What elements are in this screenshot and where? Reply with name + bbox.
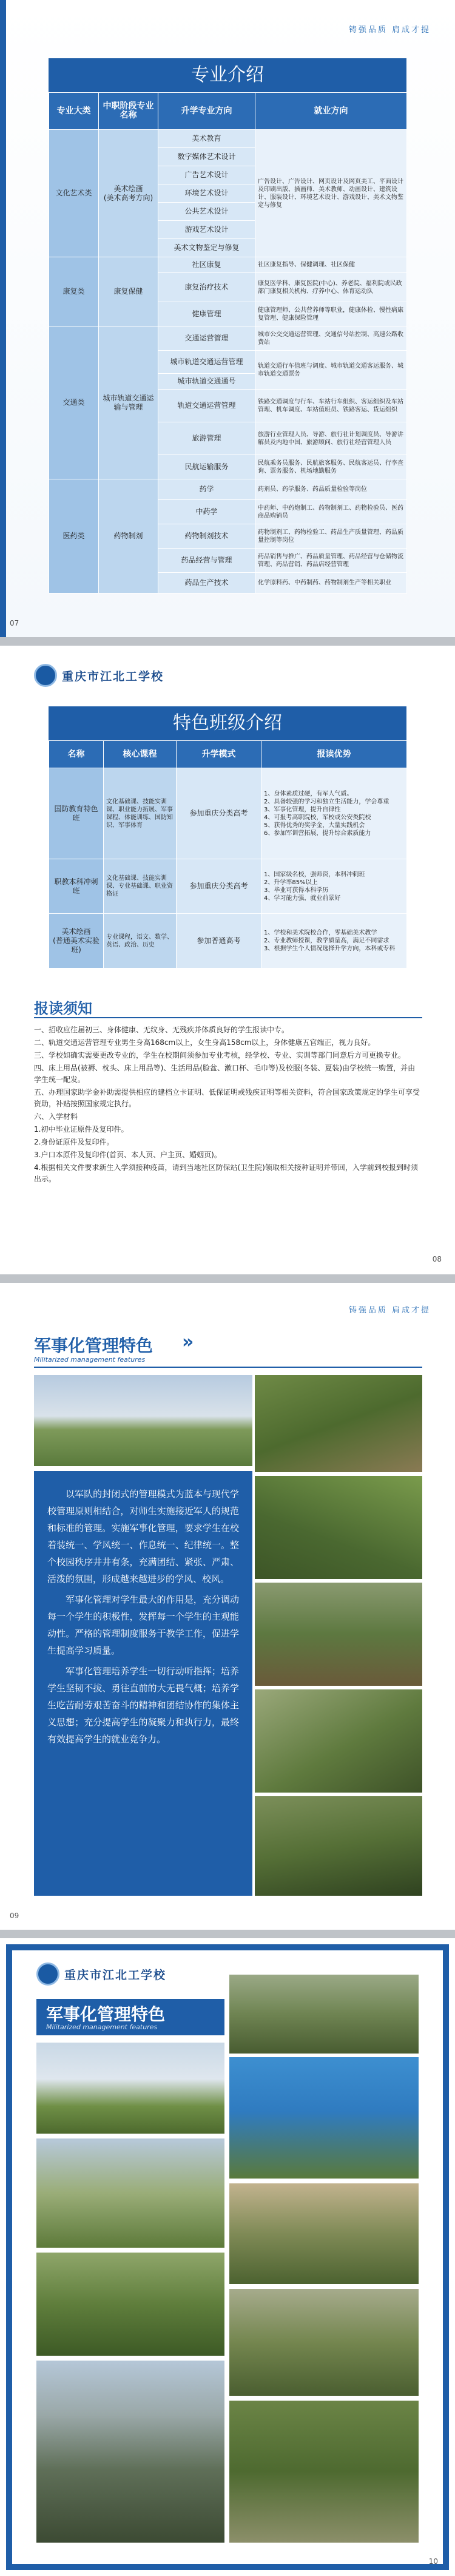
employment-cell: 轨道交通行车值班与调度、城市轨道交通客运服务、城市轨道交通票务 [255, 351, 407, 390]
page-gap [0, 1274, 455, 1283]
training-photo [36, 2361, 224, 2543]
description-paragraph: 以军队的封闭式的管理模式为蓝本与现代学校管理原则相结合，对师生实施接近军人的规范和标准的管理。实施军事化管理，要求学生在校着装统一、学风统一、作息统一、纪律统一。整个校园秩序井井有条，充满团结、紧张、严肃、活泼的氛围，形成越来越进步的学风、校风。 [47, 1489, 239, 1584]
training-photo [229, 1975, 419, 2054]
page-gap [0, 1930, 455, 1938]
description-paragraph: 军事化管理培养学生一切行动听指挥；培养学生坚韧不拔、勇往直前的大无畏气概；培养学生吃苦耐劳艰苦奋斗的精神和团结协作的集体主义思想；充分提高学生的凝聚力和执行力，最终有效提高学生的就业竞争力。 [47, 1666, 239, 1745]
page-special-classes [0, 646, 455, 1274]
notice-item: 2.身份证原件及复印件。 [34, 1138, 114, 1146]
direction-cell: 交通运营管理 [158, 326, 255, 351]
motto-text: 铸强品质 肩成才提 [348, 1306, 431, 1315]
page-military-management-2 [0, 1938, 455, 2576]
training-photo [36, 2043, 224, 2134]
special-class-table [49, 740, 407, 969]
employment-cell: 康复医学科、康复医院(中心)、养老院、福利院或民政部门康复相关机构、疗养中心、体育运动队 [255, 273, 407, 302]
school-name: 重庆市江北工学校 [62, 669, 164, 683]
class-name-cell: 职教本科冲刺班 [49, 859, 104, 914]
major-cell: 城市轨道交通运输与管理 [99, 326, 158, 479]
section-subtitle: Militarized management features [46, 2023, 158, 2031]
description-paragraph: 军事化管理对学生最大的作用是，充分调动每一个学生的积极性，发挥每一个学生的主观能动性。严格的管理制度服务于教学工作，促进学生提高学习质量。 [47, 1594, 239, 1656]
notice-body [34, 1024, 422, 1186]
school-emblem-icon [36, 1962, 59, 1986]
header-cell: 升学专业方向 [158, 93, 255, 130]
direction-cell: 游戏艺术设计 [158, 221, 255, 239]
page-number: 10 [428, 2557, 438, 2566]
major-cell: 康复保健 [99, 257, 158, 326]
employment-cell: 药物制剂工、药物检验工、药品生产质量管理、药品质量控制等岗位 [255, 524, 407, 549]
table-row [49, 914, 407, 969]
notice-divider [34, 1017, 422, 1018]
employment-cell: 药品销售与推广、药品质量管理、药品经营与仓储物流管理、药品营销、药品店经营管理 [255, 549, 407, 573]
section-title: 军事化管理特色 [46, 2004, 166, 2024]
direction-cell: 康复治疗技术 [158, 273, 255, 302]
school-logo [36, 1962, 166, 1986]
training-photo [36, 2138, 224, 2248]
category-cell: 交通类 [49, 326, 99, 479]
training-photo [255, 1689, 422, 1793]
employment-cell: 药剂员、药学服务、药品质量检验等岗位 [255, 479, 407, 500]
course-cell: 文化基础课、技能实训课、职业能力拓展、军事课程、体能训练、国防知识、军事体育 [104, 768, 177, 859]
notice-item: 1.初中毕业证原件及复印件。 [34, 1125, 129, 1134]
direction-cell: 轨道交通运营管理 [158, 390, 255, 422]
mode-cell: 参加普通高考 [177, 914, 261, 969]
notice-item: 二、轨道交通运营管理专业男生身高168cm以上，女生身高158cm以上，身体健康五官端正，视力良好。 [34, 1038, 376, 1047]
page-major-intro [0, 0, 455, 637]
employment-cell: 广告设计、广告设计、网页设计及网页美工、平面设计及印刷出版、插画师、美术教师、动画设计、建筑设计、服装设计、环境艺术设计、游戏设计、美术文物鉴定与修复 [255, 130, 407, 257]
page-number: 09 [10, 1912, 19, 1920]
section-subtitle: Militarized management features [34, 1356, 146, 1364]
page-left-stripe [0, 0, 6, 637]
employment-cell: 民航乘务员服务、民航旅客服务、民航客运员、行李查询、票务服务、机场地勤服务 [255, 455, 407, 479]
direction-cell: 药品生产技术 [158, 573, 255, 593]
page-title: 专业介绍 [49, 58, 406, 92]
direction-cell: 数字媒体艺术设计 [158, 148, 255, 166]
category-cell: 文化艺术类 [49, 130, 99, 257]
category-cell: 医药类 [49, 479, 99, 593]
training-photo [255, 1796, 422, 1896]
section-title: 军事化管理特色 [34, 1336, 153, 1356]
training-photo [255, 1476, 422, 1579]
direction-cell: 民航运输服务 [158, 455, 255, 479]
direction-cell: 旅游管理 [158, 422, 255, 455]
table-row [49, 130, 407, 148]
chevron-right-icon: » [182, 1331, 194, 1353]
notice-item: 三、学校如确实需要更改专业的，学生在校期间须参加专业考核，经学校、专业、实训等部门同意后方可更换专业。 [34, 1051, 406, 1060]
employment-cell: 铁路交通调度与行车、车站行车组织、客运组织及车站管理、机车调度、车站值班员、铁路客运、货运组织 [255, 390, 407, 422]
direction-cell: 城市轨道交通运营管理 [158, 351, 255, 374]
notice-item: 一、招收应往届初三、身体健康、无纹身、无残疾并体质良好的学生报读中专。 [34, 1026, 289, 1034]
employment-cell: 旅游行业管理人员、导游、旅行社计划调度员、导游讲解员及内地中国、旅游顾问、旅行社经营管理人员 [255, 422, 407, 455]
training-photo [255, 1583, 422, 1686]
header-cell: 名称 [49, 741, 104, 768]
direction-cell: 药品经营与管理 [158, 549, 255, 573]
direction-cell: 广告艺术设计 [158, 166, 255, 184]
direction-cell: 健康管理 [158, 302, 255, 326]
page-number: 07 [10, 619, 19, 627]
employment-cell: 社区康复指导、保健调理、社区保健 [255, 257, 407, 273]
training-photo [255, 1375, 422, 1472]
notice-item: 3.户口本原件及复印件(首页、本人页、户主页、婚姻页)。 [34, 1151, 221, 1159]
direction-cell: 公共艺术设计 [158, 203, 255, 221]
military-description-box [34, 1471, 252, 1896]
course-cell: 文化基础课、技能实训课、专业基础课、职业资格证 [104, 859, 177, 914]
direction-cell: 城市轨道交通通号 [158, 374, 255, 390]
employment-cell: 化学原料药、中药制药、药物制剂生产等相关职业 [255, 573, 407, 593]
table-row [49, 479, 407, 500]
major-cell: 美术绘画 (美术高考方向) [99, 130, 158, 257]
course-cell: 专业课程，语文、数学、英语、政治、历史 [104, 914, 177, 969]
school-name: 重庆市江北工学校 [64, 1968, 167, 1982]
table-row [49, 257, 407, 273]
employment-cell: 中药师、中药炮制工、药物制剂工、药物检验员、医药商品购销员 [255, 500, 407, 524]
page-military-management-1 [0, 1283, 455, 1930]
table-row [49, 859, 407, 914]
header-cell: 专业大类 [49, 93, 99, 130]
category-cell: 康复类 [49, 257, 99, 326]
table-header-row [49, 93, 407, 130]
mode-cell: 参加重庆分类高考 [177, 859, 261, 914]
header-cell: 升学模式 [177, 741, 261, 768]
notice-item: 五、办理国家助学金补助需提供相应的建档立卡证明、低保证明或残疾证明等相关资料，符合国家政策规定的学生可享受资助，补贴按照国家规定执行。 [34, 1088, 420, 1108]
major-table [49, 92, 407, 593]
notice-item: 四、床上用品(被褥、枕头、床上用品等)、生活用品(脸盆、漱口杯、毛巾等)及校服(冬装、夏装)由学校统一购置，并由学生统一配发。 [34, 1064, 416, 1084]
page-number: 08 [432, 1255, 442, 1263]
title-divider [34, 1367, 422, 1368]
school-emblem-icon [34, 664, 57, 687]
training-photo [229, 2183, 419, 2284]
direction-cell: 美术教育 [158, 130, 255, 148]
school-logo [34, 664, 164, 687]
page-gap [0, 637, 455, 646]
header-cell: 中职阶段专业名称 [99, 93, 158, 130]
class-name-cell: 美术绘画 (普通美术实验班) [49, 914, 104, 969]
training-photo [229, 2057, 419, 2179]
header-cell: 核心课程 [104, 741, 177, 768]
direction-cell: 社区康复 [158, 257, 255, 273]
employment-cell: 城市公交交通运营管理、交通信号站控制、高速公路收费站 [255, 326, 407, 351]
advantage-cell: 1、学校和美术院校合作，零基础美术教学 2、专业教师授课，教学质量高，满足不同需求 3、根据学生个人情况选择升学方向，本科或专科 [261, 914, 407, 969]
header-cell: 就业方向 [255, 93, 407, 130]
notice-item: 4.根据相关文件要求新生入学须接种疫苗，请到当地社区防保站(卫生院)领取相关接种证明并带回，入学前到校报到时须出示。 [34, 1163, 418, 1183]
direction-cell: 药学 [158, 479, 255, 500]
advantage-cell: 1、身体素质过硬，有军人气质。 2、具备较强的学习和独立生活能力，学会尊重 3、军事化管理，提升自律性 4、可报考高职院校，军校或公安类院校 5、获得优秀的奖学金，大量实践机会 6、参加军训营拓展，提升综合素质能力 [261, 768, 407, 859]
page-title: 特色班级介绍 [49, 706, 406, 740]
training-photo [229, 2289, 419, 2396]
table-header-row [49, 741, 407, 768]
training-photo [229, 2401, 419, 2543]
header-cell: 报读优势 [261, 741, 407, 768]
training-photo [36, 2253, 224, 2356]
notice-heading: 报读须知 [34, 999, 92, 1017]
employment-cell: 健康管理师、公共营养师等职业，健康体检、慢性病康复管理、健康保险管理 [255, 302, 407, 326]
table-row [49, 768, 407, 859]
major-cell: 药物制剂 [99, 479, 158, 593]
motto-text: 铸强品质 肩成才提 [348, 25, 431, 35]
advantage-cell: 1、国家级名校，强师资，本科冲刺班 2、升学率85%以上 3、毕业可获得本科学历 4、学习能力强，就业前景好 [261, 859, 407, 914]
table-row [49, 326, 407, 351]
training-photo [34, 1375, 252, 1466]
direction-cell: 中药学 [158, 500, 255, 524]
direction-cell: 环境艺术设计 [158, 184, 255, 203]
class-name-cell: 国防教育特色班 [49, 768, 104, 859]
direction-cell: 药物制剂技术 [158, 524, 255, 549]
notice-item: 六、入学材料 [34, 1112, 78, 1121]
direction-cell: 美术文物鉴定与修复 [158, 239, 255, 257]
mode-cell: 参加重庆分类高考 [177, 768, 261, 859]
